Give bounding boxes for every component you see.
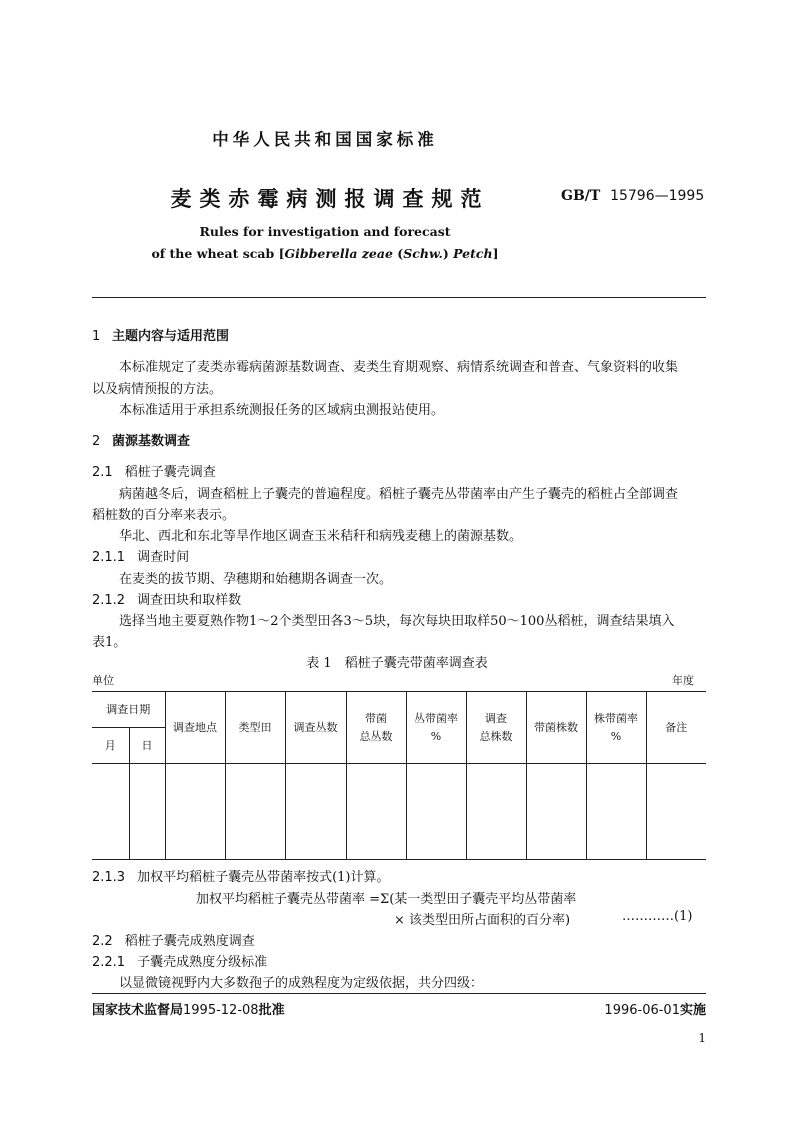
header-line: 株带菌率 [594, 711, 638, 725]
section-number: 2.1.1 [92, 550, 126, 565]
code-number: 15796—1995 [610, 188, 705, 204]
formula-line1: 加权平均稻桩子囊壳丛带菌率 =Σ(某一类型田子囊壳平均丛带菌率 [196, 892, 577, 907]
en-title-part: ( [392, 246, 404, 261]
col-header-clumps: 调查丛数 [285, 692, 346, 764]
section-number: 2.1 [92, 465, 113, 480]
paragraph: 华北、西北和东北等旱作地区调查玉米秸秆和病残麦穗上的菌源基数。 [119, 529, 523, 544]
code-prefix: GB/T [561, 188, 601, 204]
table-cell [92, 764, 129, 860]
formula-line2: × 该类型田所占面积的百分率) [394, 913, 571, 928]
section-title: 调查时间 [137, 550, 190, 565]
paragraph: 在麦类的拔节期、孕穗期和始穗期各调查一次。 [119, 572, 393, 587]
formula-number: …………(1) [622, 909, 693, 924]
col-header-month: 月 [92, 728, 129, 764]
table-cell [646, 764, 706, 860]
table-1 [92, 691, 706, 860]
table-cell [129, 764, 165, 860]
col-header-place: 调查地点 [165, 692, 225, 764]
table-unit-label: 单位 [92, 674, 114, 687]
header-line: 总株数 [479, 729, 513, 743]
table-cell [346, 764, 406, 860]
header-divider [92, 297, 706, 298]
section-title: 稻桩子囊壳成熟度调查 [124, 934, 255, 949]
col-header-field-type: 类型田 [225, 692, 285, 764]
section-2-1-heading [92, 461, 216, 480]
en-title-part: ) [442, 246, 454, 261]
section-2-1-1-heading [92, 546, 189, 565]
section-1-heading [92, 325, 229, 344]
impl-date: 1996-06-01 [604, 1003, 680, 1018]
col-header-remarks: 备注 [646, 692, 706, 764]
standard-code [561, 188, 704, 204]
section-number: 2.1.2 [92, 593, 126, 608]
en-title-part: ] [492, 246, 499, 261]
approve-word: 批准 [258, 1003, 285, 1018]
en-title-part: of the wheat scab [ [151, 246, 285, 261]
section-title: 菌源基数调查 [112, 434, 191, 449]
section-number: 2.2.1 [92, 955, 126, 970]
paragraph: 病菌越冬后，调查稻桩上子囊壳的普遍程度。稻桩子囊壳丛带菌率由产生子囊壳的稻桩占全部调查 [119, 487, 679, 502]
col-header-day: 日 [129, 728, 165, 764]
page-number: 1 [698, 1031, 706, 1045]
implementation-line [582, 999, 706, 1018]
section-number: 1 [92, 329, 101, 344]
col-header-date: 调查日期 [92, 692, 165, 728]
section-title: 稻桩子囊壳调查 [124, 465, 216, 480]
english-title-line2 [0, 246, 650, 261]
table-cell [526, 764, 586, 860]
approve-date: 1995-12-08 [183, 1003, 259, 1018]
section-title: 加权平均稻桩子囊壳丛带菌率按式(1)计算。 [137, 870, 390, 885]
col-header-plant-rate [586, 692, 646, 764]
section-2-heading [92, 430, 190, 449]
header-line: % [430, 729, 442, 743]
table-cell [406, 764, 466, 860]
paragraph: 选择当地主要夏熟作物1～2个类型田各3～5块，每次每块田取样50～100丛稻桩，调查结果填入 [119, 614, 675, 629]
en-title-author: Petch [453, 246, 493, 261]
issuer: 国家技术监督局 [92, 1003, 184, 1018]
impl-word: 实施 [679, 1003, 706, 1018]
en-title-author: Schw. [403, 246, 443, 261]
en-title-species: Gibberella zeae [284, 246, 393, 261]
col-header-infected-clumps [346, 692, 406, 764]
english-title-line1: Rules for investigation and forecast [199, 224, 451, 239]
paragraph: 表1。 [92, 635, 127, 650]
section-2-1-2-heading [92, 589, 241, 608]
paragraph: 稻桩数的百分率来表示。 [92, 508, 236, 523]
col-header-clump-rate [406, 692, 466, 764]
table-cell [165, 764, 225, 860]
paragraph: 本标准规定了麦类赤霉病菌源基数调查、麦类生育期观察、病情系统调查和普查、气象资料的收集 [119, 360, 679, 375]
section-title: 主题内容与适用范围 [112, 329, 230, 344]
header-line: 带菌 [365, 711, 387, 725]
col-header-infected-plants: 带菌株数 [526, 692, 586, 764]
section-2-1-3-heading [92, 866, 390, 885]
section-2-2-1-heading [92, 951, 267, 970]
header-line: 调查 [485, 711, 507, 725]
national-standard-heading: 中华人民共和国国家标准 [212, 130, 438, 149]
footer-divider [92, 993, 706, 994]
paragraph: 本标准适用于承担系统测报任务的区域病虫测报站使用。 [119, 403, 445, 418]
table-cell [225, 764, 285, 860]
table-cell [466, 764, 526, 860]
paragraph: 以及病情预报的方法。 [92, 382, 223, 397]
col-header-plants [466, 692, 526, 764]
header-line: 总丛数 [359, 729, 393, 743]
section-2-2-heading [92, 930, 255, 949]
table-year-label: 年度 [672, 674, 694, 687]
header-line: 丛带菌率 [414, 711, 458, 725]
paragraph: 以显微镜视野内大多数孢子的成熟程度为定级依据，共分四级： [119, 976, 484, 991]
approval-line [92, 999, 285, 1018]
table-cell [285, 764, 346, 860]
header-line: % [610, 729, 622, 743]
section-number: 2 [92, 434, 101, 449]
section-number: 2.2 [92, 934, 113, 949]
section-number: 2.1.3 [92, 870, 126, 885]
section-title: 调查田块和取样数 [137, 593, 242, 608]
section-title: 子囊壳成熟度分级标准 [137, 955, 268, 970]
document-title: 麦类赤霉病测报调查规范 [170, 186, 490, 211]
table-cell [586, 764, 646, 860]
table-caption: 表 1 稻桩子囊壳带菌率调查表 [306, 656, 488, 671]
